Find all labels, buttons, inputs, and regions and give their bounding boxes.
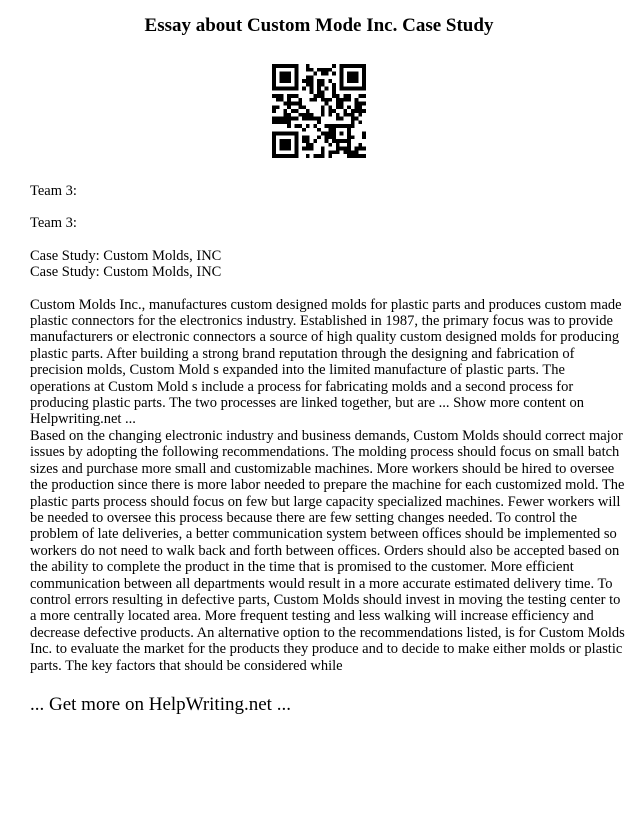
text-line: precision molds, Custom Mold s expanded into the limited manufacture of plastic parts. The bbox=[30, 362, 565, 379]
text-line: plastic connectors for the electronics industry. Established in 1987, the primary focus was to provide bbox=[30, 313, 613, 330]
document-body bbox=[30, 183, 625, 674]
qr-code-icon bbox=[272, 64, 366, 158]
text-line: issues by adopting the following recommendations. The molding process should focus on small batch bbox=[30, 444, 620, 461]
team-line: Team 3: bbox=[30, 183, 77, 199]
text-line: parts. The key factors that should be considered while bbox=[30, 657, 343, 674]
paragraph-recommendations bbox=[30, 427, 625, 674]
case-study-line: Case Study: Custom Molds, INC bbox=[30, 264, 222, 281]
text-line: Custom Molds Inc., manufactures custom designed molds for plastic parts and produces custom made bbox=[30, 296, 622, 313]
text-line: Helpwriting.net ... bbox=[30, 411, 136, 428]
text-line: sizes and purchase more small and customizable machines. More workers should be hired to oversee bbox=[30, 460, 615, 477]
team-line: Team 3: bbox=[30, 215, 77, 232]
text-line: the ability to complete the product in the time that is promised to the customer. More efficient bbox=[30, 559, 574, 576]
text-line: communication between all departments would result in a more accurate estimated delivery time. To bbox=[30, 575, 613, 592]
paragraph-intro bbox=[30, 296, 622, 428]
text-line: problem of late deliveries, a better communication system between offices should be implemented so bbox=[30, 526, 617, 543]
text-line: operations at Custom Mold s include a process for fabricating molds and a second process for bbox=[30, 378, 574, 395]
case-study-line: Case Study: Custom Molds, INC bbox=[30, 247, 222, 264]
text-line: producing plastic parts. The two processes are linked together, but are ... Show more content on bbox=[30, 395, 585, 412]
text-line: the production since there is more labor needed to prepare the machine for each customized mold. The bbox=[30, 477, 625, 494]
document-title: Essay about Custom Mode Inc. Case Study bbox=[144, 15, 494, 36]
text-line: manufacturers or electronic connectors a source of high quality custom designed molds for producing bbox=[30, 329, 620, 346]
text-line: be needed to oversee this process because there are few setting changes needed. To control the bbox=[30, 509, 578, 526]
text-line: plastic parts. After building a strong brand reputation through the designing and fabrication of bbox=[30, 345, 575, 362]
text-line: workers do not need to walk back and forth between offices. Orders should also be accepted based on bbox=[30, 542, 620, 559]
text-line: a more centrally located area. More frequent testing and less walking will increase efficiency and bbox=[30, 608, 594, 625]
text-line: Based on the changing electronic industry and business demands, Custom Molds should correct major bbox=[30, 427, 623, 444]
text-line: decrease defective products. An alternative option to the recommendations listed, is for Custom Molds bbox=[30, 624, 625, 641]
text-line: Inc. to evaluate the market for the products they produce and to decide to make either molds or plastic bbox=[30, 641, 623, 658]
text-line: control errors resulting in defective parts, Custom Molds should invest in moving the testing center to bbox=[30, 591, 621, 608]
text-line: plastic parts process should focus on few but large capacity specialized machines. Fewer workers will bbox=[30, 493, 621, 510]
helpwriting-link[interactable]: ... Get more on HelpWriting.net ... bbox=[30, 694, 291, 715]
